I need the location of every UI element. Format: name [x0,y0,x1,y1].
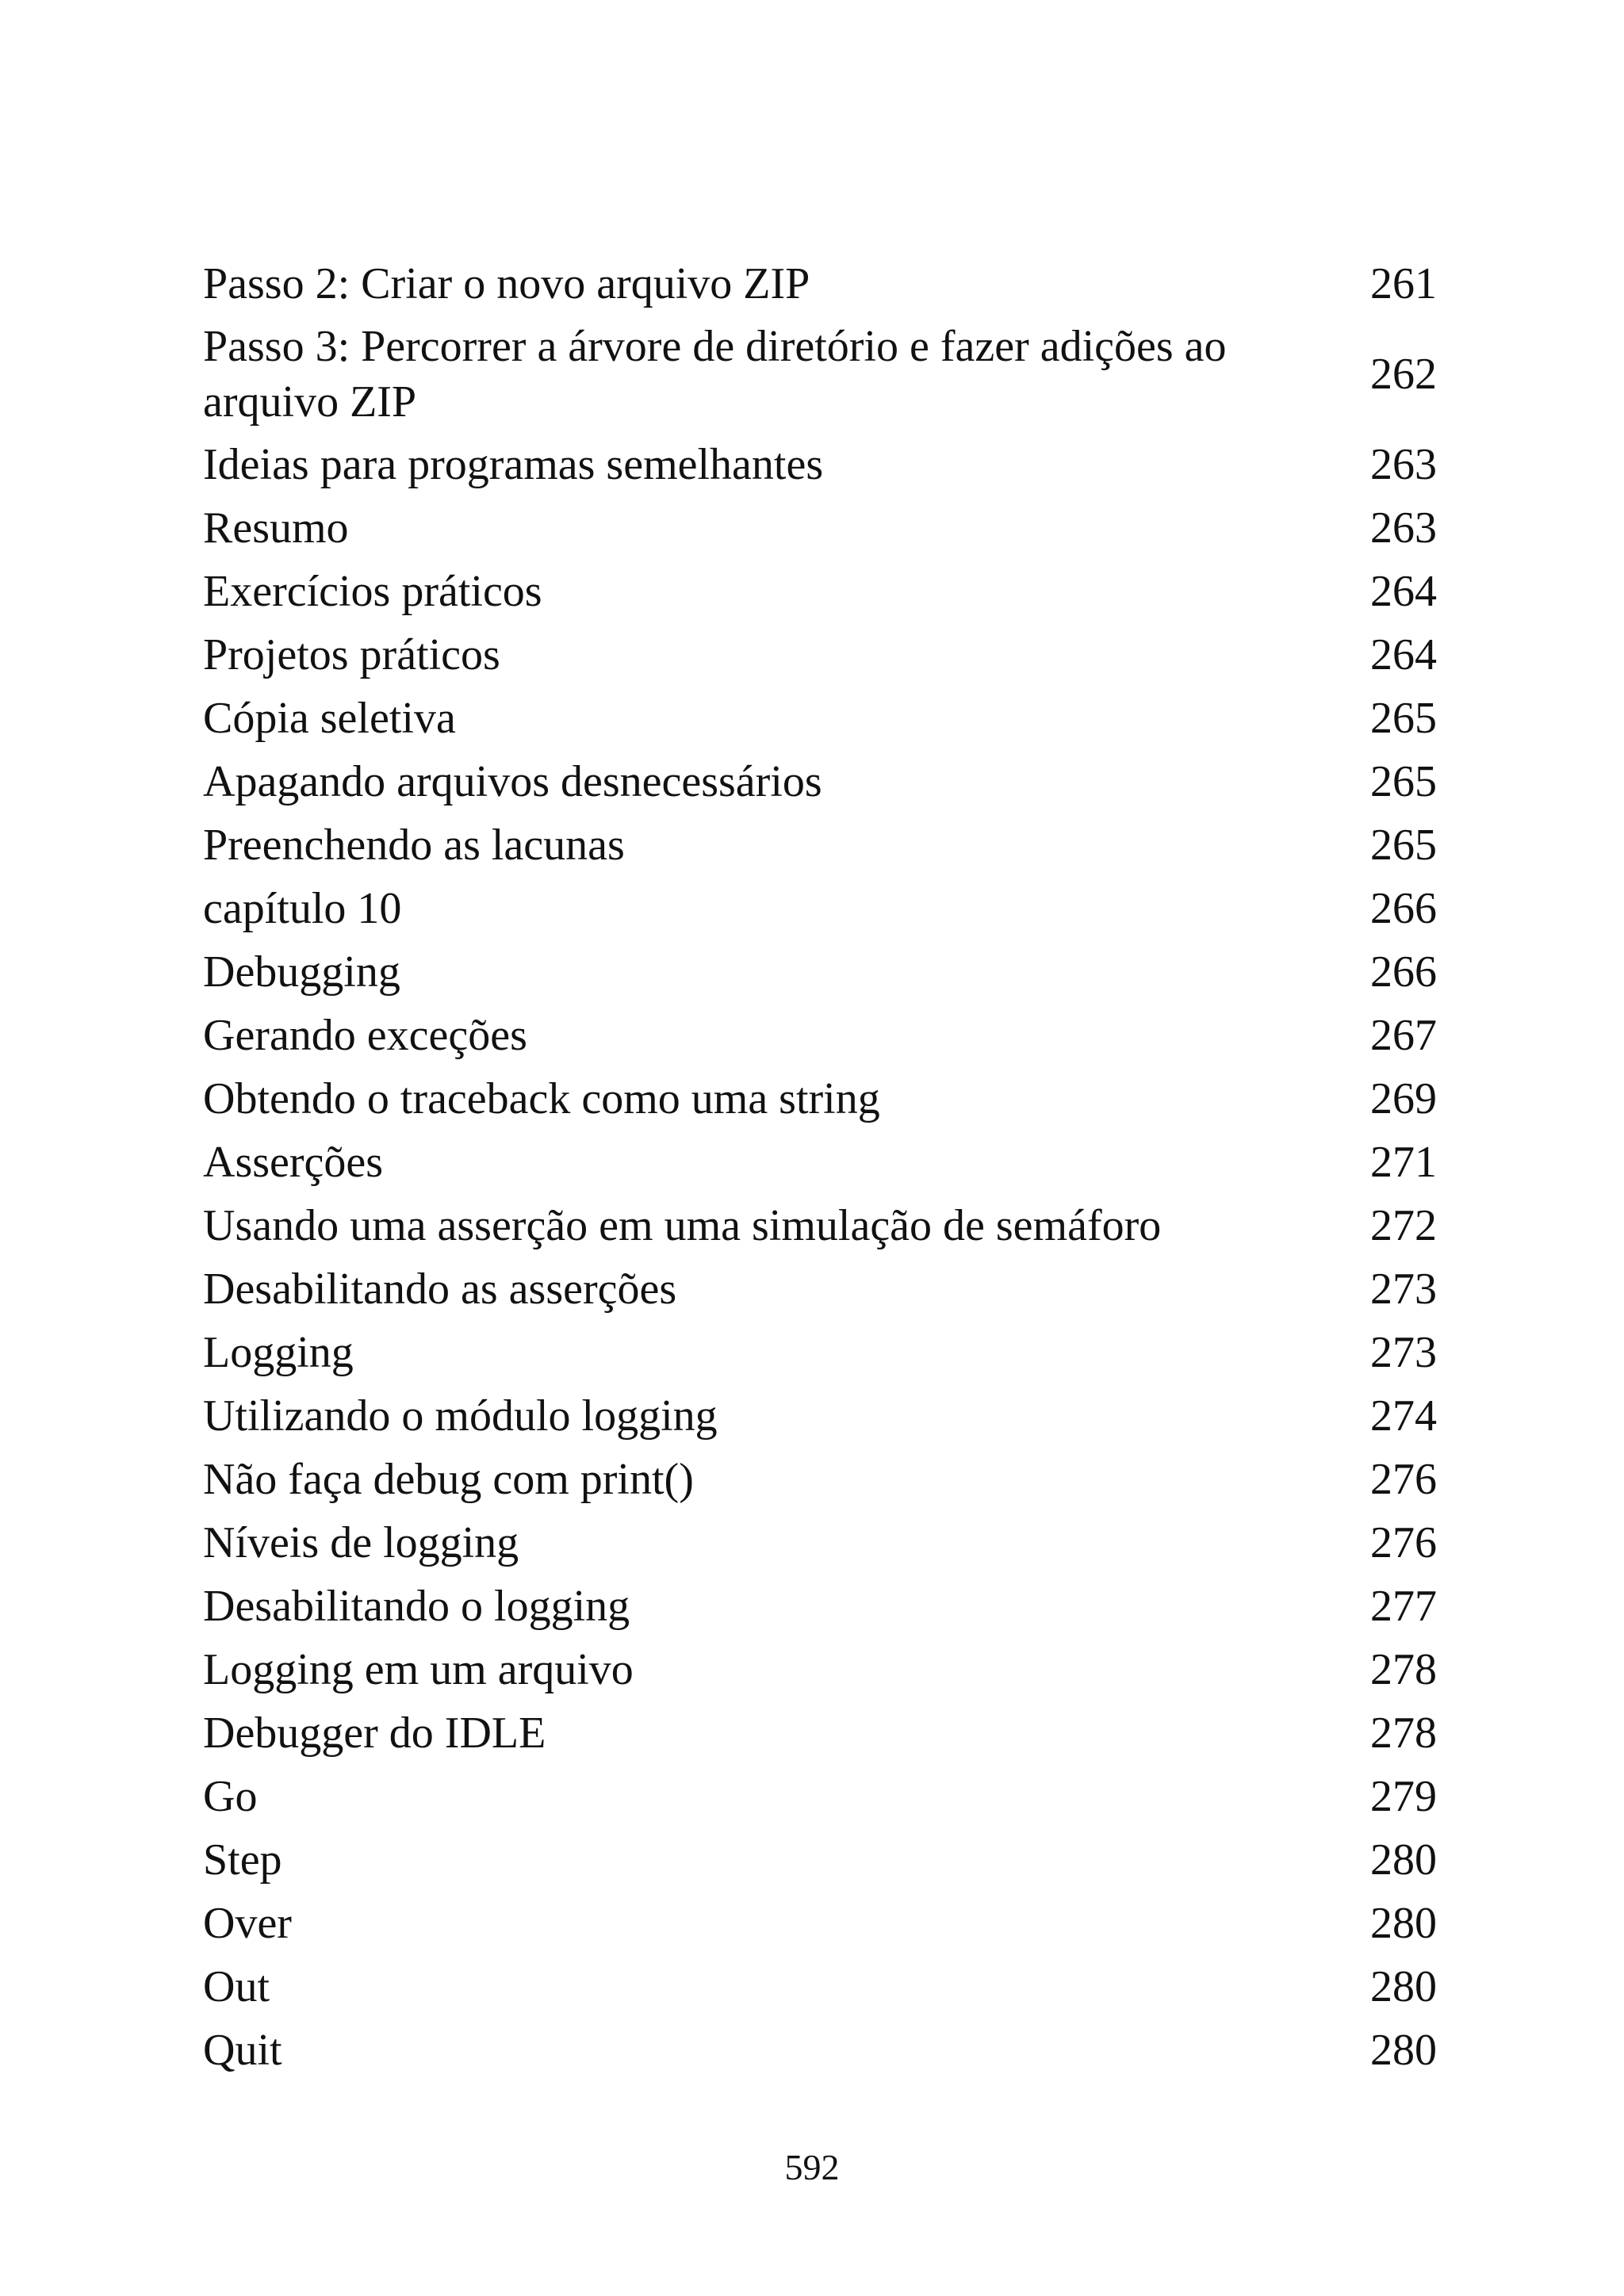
toc-entry-page: 265 [1370,757,1437,806]
toc-entry-page: 273 [1370,1265,1437,1314]
toc-entry-page: 280 [1370,1899,1437,1948]
toc-entry [203,2019,1437,2082]
toc-entry-page: 263 [1370,440,1437,489]
toc-entry-title: Projetos práticos [203,630,500,679]
toc-entry [203,1892,1437,1955]
toc-entry [203,623,1437,687]
toc-entry-title: Quit [203,2026,282,2075]
toc-entry-page: 278 [1370,1709,1437,1758]
toc-entry-page: 277 [1370,1582,1437,1631]
toc-entry [203,252,1437,316]
toc-entry-title: Desabilitando o logging [203,1582,630,1631]
toc-entry [203,560,1437,623]
toc-entry [203,1321,1437,1384]
toc-entry-page: 271 [1370,1138,1437,1187]
toc-entry-title: Passo 2: Criar o novo arquivo ZIP [203,259,810,308]
toc-entry [203,940,1437,1004]
toc-entry-title: Não faça debug com print() [203,1455,694,1504]
toc-entry-page: 276 [1370,1518,1437,1567]
toc-entry-page: 280 [1370,1835,1437,1885]
toc-entry [203,1828,1437,1892]
toc-entry-page: 269 [1370,1074,1437,1123]
toc-entry [203,1575,1437,1638]
toc-entry-page: 276 [1370,1455,1437,1504]
toc-entry-title: Out [203,1962,270,2011]
toc-entry [203,1131,1437,1194]
toc-entry-title: Preenchendo as lacunas [203,821,625,870]
toc-entry-title: Ideias para programas semelhantes [203,440,824,489]
toc-entry-title: Gerando exceções [203,1011,527,1060]
toc-entry [203,1701,1437,1765]
toc-entry-title: Desabilitando as asserções [203,1265,677,1314]
toc-entry-title: Exercícios práticos [203,567,542,616]
toc-entry [203,877,1437,940]
toc-entry-title: Resumo [203,503,349,553]
toc-entry [203,1765,1437,1828]
toc-entry [203,813,1437,877]
toc-entry-title: Debugging [203,947,400,997]
toc-entry-title: Utilizando o módulo logging [203,1391,718,1441]
toc-entry-page: 279 [1370,1772,1437,1821]
toc-entry [203,750,1437,813]
toc-entry-title: Over [203,1899,292,1948]
toc-entry-page: 261 [1370,259,1437,308]
toc-entry-title: Cópia seletiva [203,694,456,743]
toc-entry-page: 264 [1370,630,1437,679]
page-number: 592 [784,2147,840,2187]
toc-entry [203,1194,1437,1257]
toc-entry-title: Passo 3: Percorrer a árvore de diretório e fazer adições ao arquivo ZIP [203,322,1227,427]
toc-entry-page: 273 [1370,1328,1437,1377]
toc-entry [203,1511,1437,1575]
toc-entry-title: Step [203,1835,282,1885]
toc-entry [203,1384,1437,1448]
toc-entry-page: 267 [1370,1011,1437,1060]
toc-entry [203,1067,1437,1131]
toc-entry [203,433,1437,496]
toc-entry [203,1004,1437,1067]
toc-entry-page: 280 [1370,2026,1437,2075]
table-of-contents [203,252,1437,2082]
toc-entry-title: capítulo 10 [203,884,402,933]
toc-entry [203,1955,1437,2019]
toc-entry-page: 266 [1370,884,1437,933]
toc-entry [203,1257,1437,1321]
toc-entry-page: 265 [1370,821,1437,870]
toc-entry-page: 266 [1370,947,1437,997]
toc-entry [203,1638,1437,1701]
toc-entry-page: 278 [1370,1645,1437,1694]
toc-entry-title: Usando uma asserção em uma simulação de semáforo [203,1201,1162,1250]
toc-entry-page: 280 [1370,1962,1437,2011]
toc-entry-title: Logging em um arquivo [203,1645,634,1694]
toc-entry-title: Go [203,1772,258,1821]
toc-entry-page: 264 [1370,567,1437,616]
toc-entry-title: Debugger do IDLE [203,1709,546,1758]
toc-entry-title: Logging [203,1328,354,1377]
toc-entry-title: Apagando arquivos desnecessários [203,757,822,806]
toc-entry-title: Asserções [203,1138,384,1187]
toc-entry [203,1448,1437,1511]
toc-entry-page: 262 [1370,350,1437,399]
toc-entry-title: Níveis de logging [203,1518,519,1567]
toc-entry-page: 263 [1370,503,1437,553]
toc-entry [203,316,1437,433]
toc-entry-page: 272 [1370,1201,1437,1250]
toc-entry-title: Obtendo o traceback como uma string [203,1074,880,1123]
toc-entry [203,687,1437,750]
toc-entry-page: 265 [1370,694,1437,743]
toc-entry-page: 274 [1370,1391,1437,1441]
toc-entry [203,496,1437,560]
